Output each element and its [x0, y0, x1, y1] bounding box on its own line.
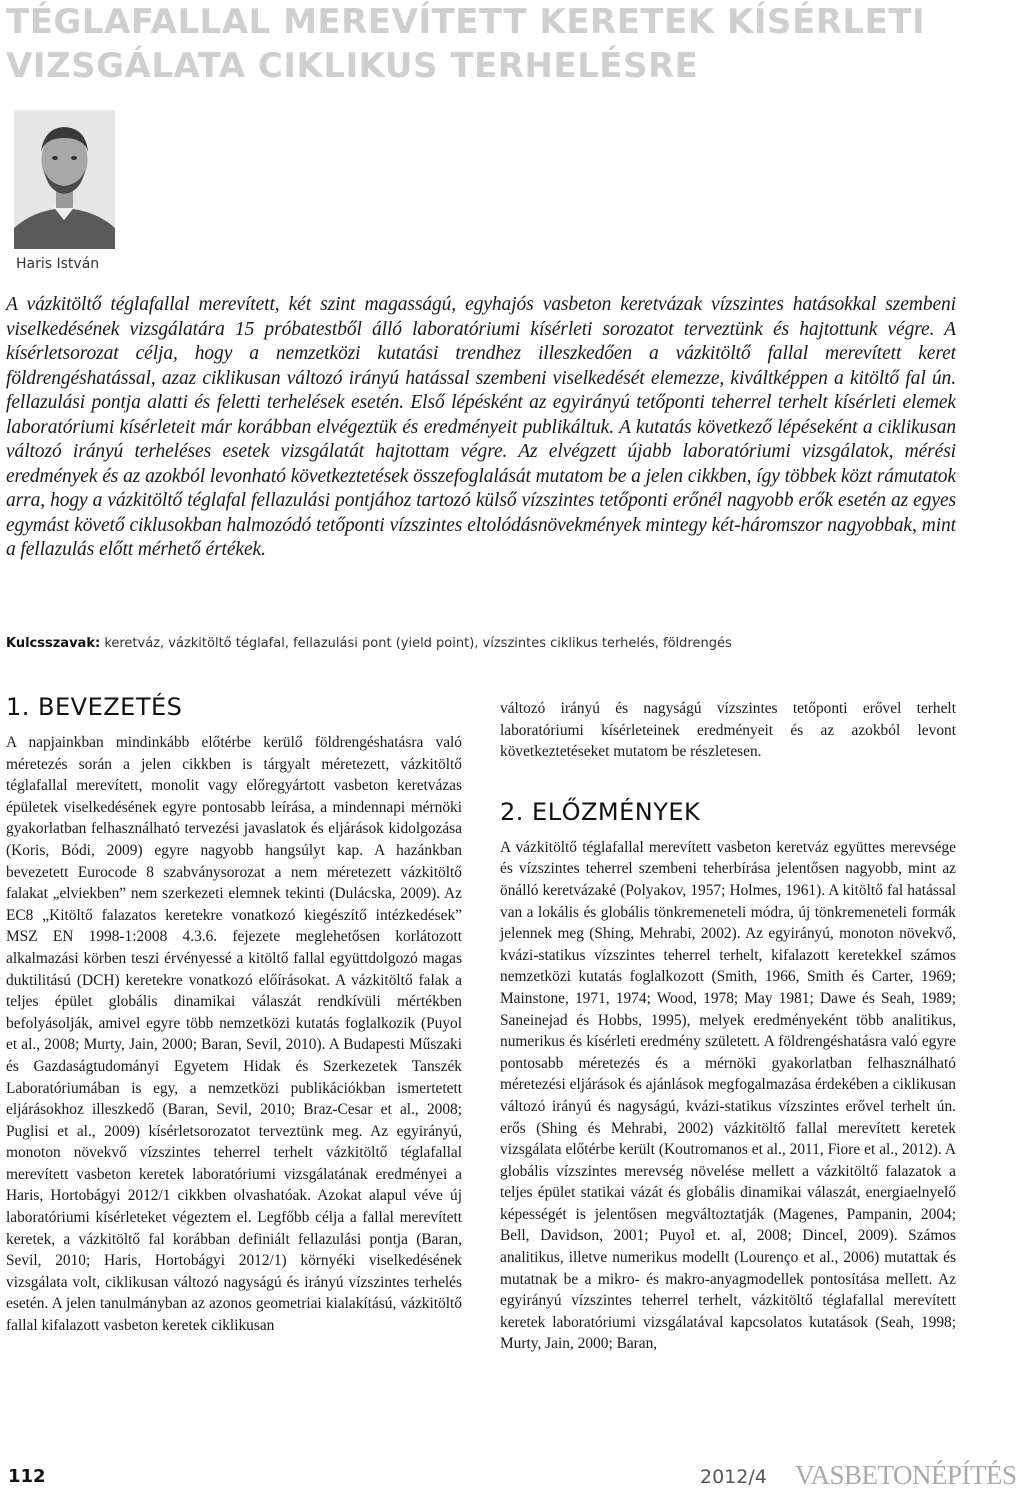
author-photo [14, 110, 115, 249]
journal-name: VASBETONÉPÍTÉS [795, 1460, 1017, 1490]
section-1-continuation: változó irányú és nagyságú vízszintes tetőponti erővel terhelt laboratóriumi kísérleteinek eredményeit és az azokból levont következtetéseket mutatom be részletesen. [500, 700, 956, 761]
issue-number: 2012/4 [700, 1466, 767, 1488]
page-number: 112 [8, 1466, 46, 1487]
article-title: TÉGLAFALLAL MEREVÍTETT KERETEK KÍSÉRLETI VIZSGÁLATA CIKLIKUS TERHELÉSRE [6, 2, 926, 86]
keywords-text: keretváz, vázkitöltő téglafal, fellazulási pont (yield point), vízszintes ciklikus terhelés, földrengés [104, 636, 732, 651]
section-2-heading: 2. ELŐZMÉNYEK [500, 797, 701, 826]
section-2-body: A vázkitöltő téglafallal merevített vasbeton keretváz együttes merevsége és vízszintes teherrel szembeni teherbírása jelentősen nagyobb, mint az önálló keretvázaké (Polyakov, 1957; Holmes, 1961). A kitöltő fal hatással van a lokális és globális tönkremeneteli módra, új tönkremeneteli formák jelennek meg (Shing, Mehrabi, 2002). Az egyirányú, monoton növekvő, kvázi-statikus vízszintes teherrel terhelt, kifalazott keretekkel számos nemzetközi kutatás foglalkozott (Smith, 1966, Smith és Carter, 1969; Mainstone, 1971, 1974; Wood, 1978; May 1981; Dawe és Seah, 1989; Saneinejad és Hobbs, 1995), melyek eredményeként több analitikus, numerikus és kísérleti eredmény született. A földrengéshatásra való egyre pontosabb méretezés és a mérnöki gyakorlatban felhasználható méretezési eljárások és ajánlások megfogalmazása érdekében a ciklikusan változó irányú és nagyságú, kvázi-statikus vízszintes erővel terhelt ún. erős (Shing és Mehrabi, 2002) vázkitöltő fallal merevített keretek vizsgálata előtérbe került (Koutromanos et al., 2011, Fiore et al., 2012). A globális vízszintes merevség növelése mellett a vázkitöltő falazatok a teljes épület statikai vázát és globális dinamikai válaszát, energiaelnyelő képességét is jelentősen megváltoztatják (Magenes, Pampanin, 2004; Bell, Davidson, 2001; Puyol et. al, 2008; Dincel, 2009). Számos analitikus, illetve numerikus modellt (Lourenço et al., 2006) mutattak és mutatnak be a mikro- és makro-anyagmodellek pontosítása mellett. Az egyirányú vízszintes teherrel terhelt, vázkitöltő téglafallal merevített keretek laboratóriumi vizsgálatával kapcsolatos kutatások (Seah, 1998; Murty, Jain, 2000; Baran, [500, 838, 956, 1353]
keywords-label: Kulcsszavak: [6, 636, 101, 651]
right-column [500, 698, 956, 1355]
keywords [6, 636, 956, 651]
section-1-heading: 1. BEVEZETÉS [6, 693, 183, 721]
author-name: Haris István [16, 256, 100, 272]
portrait-image [14, 110, 115, 249]
abstract: A vázkitöltő téglafallal merevített, két szint magasságú, egyhajós vasbeton keretvázak vízszintes hatásokkal szembeni viselkedésének vizsgálatára 15 próbatestből álló laboratóriumi kísérleti sorozatot terveztünk és hajtottunk végre. A kísérletsorozat célja, hogy a nemzetközi kutatási trendhez illeszkedően a vázkitöltő fallal merevített keret földrengéshatással, azaz ciklikusan változó irányú hatással szembeni viselkedését elemezze, kiváltképpen a kitöltő fal ún. fellazulási pontja alatti és feletti terhelések esetén. Első lépésként az egyirányú tetőponti teherrel terhelt kísérleti elemek laboratóriumi kísérleteit már korábban elvégeztük és eredményeit publikáltuk. A kutatás következő lépéseként a ciklikusan változó irányú terheléses esetek vizsgálatát hajtottam végre. Az elvégzett újabb laboratóriumi vizsgálatok, mérési eredmények és az azokból levonható következtetések összefoglalását mutatom be a jelen cikkben, így többek közt rámutatok arra, hogy a vázkitöltő téglafal fellazulási pontjához tartozó külső vízszintes tetőponti erőnél nagyobb erők esetén az egyes egymást követő ciklusokban halmozódó tetőponti vízszintes eltolódásnövekmények mintegy két-háromszor nagyobbak, mint a fellazulás előtt mérhető értékek. [6, 294, 956, 560]
left-column [6, 692, 462, 1337]
section-1-body: A napjainkban mindinkább előtérbe kerülő földrengéshatásra való méretezés során a jelen cikkben is tárgyalt méretezett, vázkitöltő téglafallal merevített, monolit vagy előregyártott vasbeton keretvázas épületek viselkedésének egyre pontosabb leírása, a mindennapi mérnöki gyakorlatban felhasználható tervezési javaslatok és eljárások kidolgozása (Koris, Bódi, 2009) egyre nagyobb hangsúlyt kap. A hazánkban bevezetett Eurocode 8 szabványsorozat a nem méretezett vázkitöltő falakat „elviekben” nem szerkezeti elemnek tekinti (Dulácska, 2009). Az EC8 „Kitöltő falazatos keretekre vonatkozó kiegészítő intézkedések” MSZ EN 1998-1:2008 4.3.6. fejezete meglehetősen korlátozott alkalmazási körben teszi érvényessé a kitöltő fallal együttdolgozó magas duktilitású (DCH) keretekre vonatkozó előírásokat. A vázkitöltő falak a teljes épület globális dinamikai válaszát rendkívüli mértékben befolyásolják, amivel egyre több nemzetközi kutatás foglalkozik (Puyol et al., 2008; Murty, Jain, 2000; Baran, Sevil, 2010). A Budapesti Műszaki és Gazdaságtudományi Egyetem Hidak és Szerkezetek Tanszék Laboratóriumában is egy, a nemzetközi publikációkban ismertetett eljárásokhoz illeszkedő (Baran, Sevil, 2010; Braz-Cesar et al., 2008; Puglisi et al., 2009) kísérletsorozatot terveztünk meg. Az egyirányú, monoton növekvő vízszintes teherrel terhelt vázkitöltő téglafallal merevített vasbeton keretek laboratóriumi vizsgálatának eredményei a Haris, Hortobágyi 2012/1 cikkben olvashatóak. Azokat alapul véve új laboratóriumi kísérleteket végeztem el. Legfőbb célja a fallal merevített keretek, a vázkitöltő fal korábban definiált fellazulási pontja (Baran, Sevil, 2010; Haris, Hortobágyi 2012/1) környéki viselkedésének vizsgálata volt, ciklikusan változó nagyságú és irányú vízszintes terhelés esetén. A jelen tanulmányban az azonos geometriai kialakítású, vázkitöltő fallal kifalazott vasbeton keretek ciklikusan [6, 734, 462, 1335]
